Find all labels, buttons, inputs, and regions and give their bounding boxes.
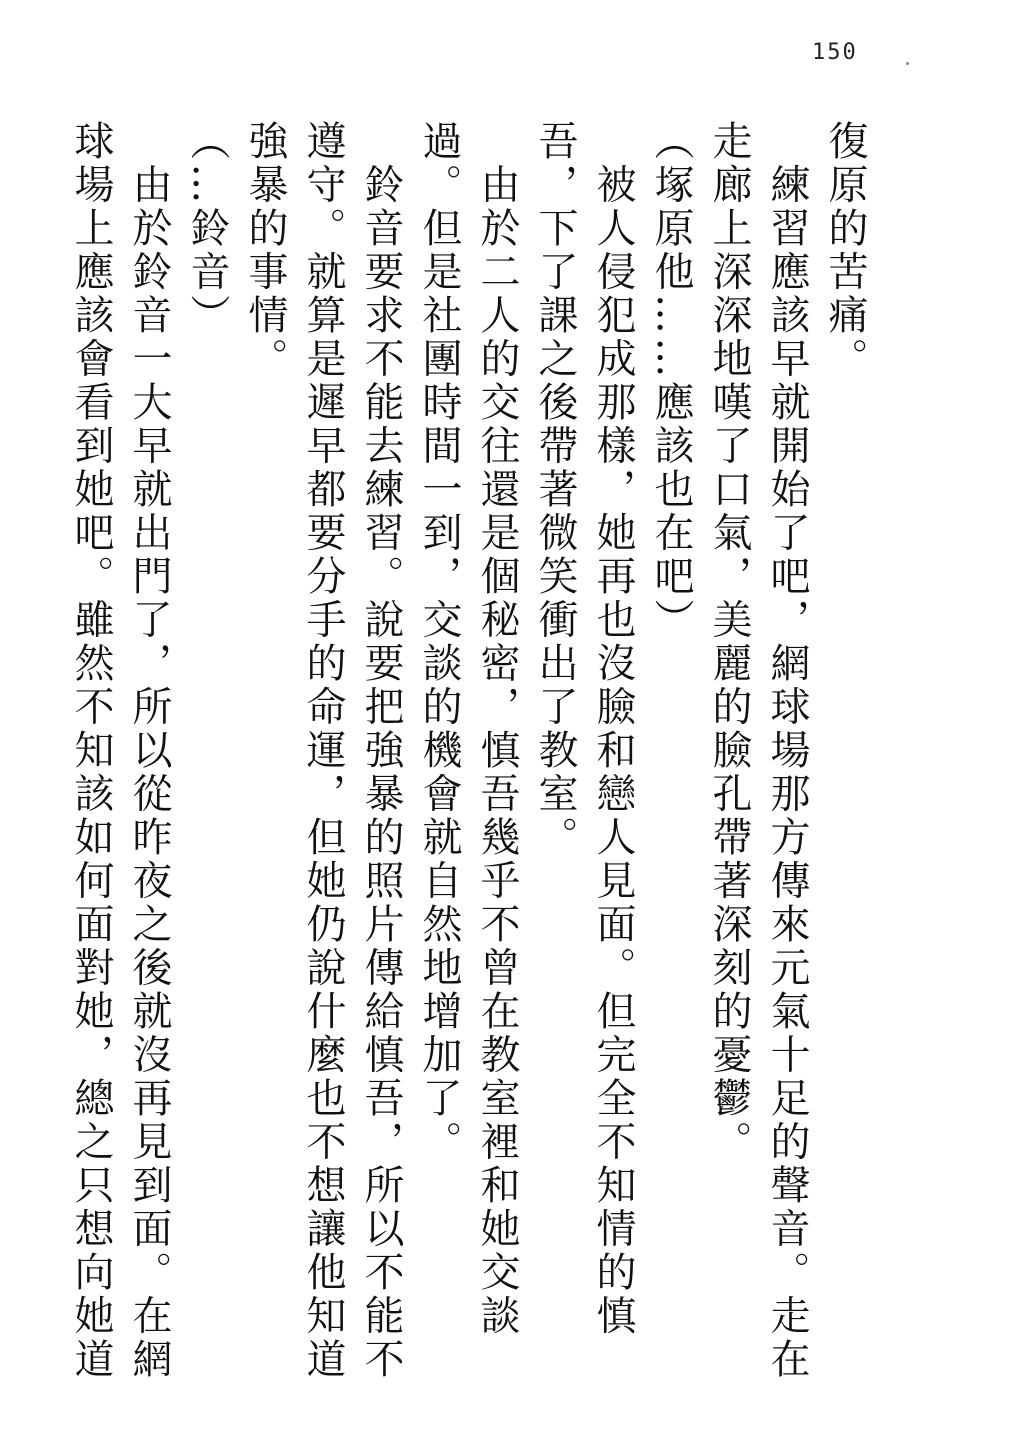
text-line-14: 球場上應該會看到她吧。雖然不知該如何面對她，總之只想向她道 <box>68 120 114 1382</box>
text-line-2: 練習應該早就開始了吧，網球場那方傳來元氣十足的聲音。走在 <box>764 120 810 1382</box>
text-line-9: 鈴音要求不能去練習。說要把強暴的照片傳給慎吾，所以不能不 <box>358 120 404 1382</box>
text-line-13: 由於鈴音一大早就出門了，所以從昨夜之後就沒再見到面。在網 <box>126 120 172 1382</box>
text-line-4: （塚原他……應該也在吧） <box>648 120 694 642</box>
text-line-6: 吾，下了課之後帶著微笑衝出了教室。 <box>532 120 578 860</box>
scan-speck <box>906 62 909 65</box>
page-number: 150 <box>812 40 858 65</box>
text-line-12: （…鈴音） <box>184 120 230 338</box>
text-line-7: 由於二人的交往還是個秘密，慎吾幾乎不曾在教室裡和她交談 <box>474 120 520 1338</box>
text-line-11: 強暴的事情。 <box>242 120 288 381</box>
text-line-3: 走廊上深深地嘆了口氣，美麗的臉孔帶著深刻的憂鬱。 <box>706 120 752 1164</box>
text-line-1: 復原的苦痛。 <box>822 120 868 381</box>
text-line-5: 被人侵犯成那樣，她再也沒臉和戀人見面。但完全不知情的慎 <box>590 120 636 1338</box>
text-line-8: 過。但是社團時間一到，交談的機會就自然地增加了。 <box>416 120 462 1164</box>
text-line-10: 遵守。就算是遲早都要分手的命運，但她仍說什麼也不想讓他知道 <box>300 120 346 1382</box>
vertical-text-block <box>62 120 874 1382</box>
